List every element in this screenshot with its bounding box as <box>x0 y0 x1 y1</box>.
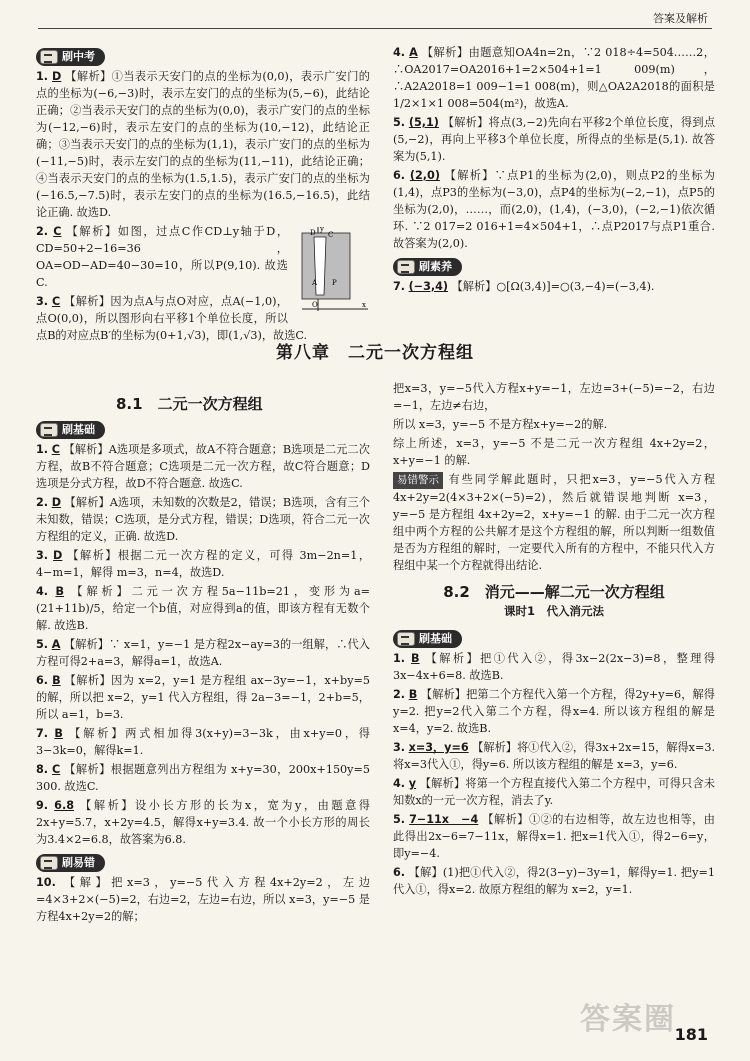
lesson-question-3: 3. x=3，y=6 【解析】将①代入②，得3x+2x=15，解得x=3. 将x=3代入①，得y=6. 所以该方程组的解是 x=3，y=6. <box>393 741 716 771</box>
tag-shuayicuo: 刷易错 <box>36 854 105 872</box>
svg-text:D: D <box>310 229 316 237</box>
question-1: 1. D 【解析】①当表示天安门的点的坐标为(0,0)，表示广安门的点的坐标为(−6,−3)时，表示左安门的点的坐标为(5,−6)，此结论正确；②当表示天安门的点的坐标为(0,0)，表示广安门的点的坐标为(−12,−6)时，表示左安门的点的坐标为(10,−12)，此结论正确；③当表示天安门的点的坐标为(1,1)，表示广安门的点的坐标为(−11,−5)时，表示左安门的点的坐标为(11,−11)，此结论正确；④当表示天安门的点的坐标为(1.5,1.5)，表示广安门的点的坐标为(−16.5,−7.5)时，表示左安门的点的坐标为(16.5,−16.5)，此结论正确. 故选D. <box>36 70 370 219</box>
basic-question-9: 9. 6.8 【解析】设小长方形的长为x，宽为y，由题意得 2x+y=5.7，x+2y=4.5，解得x+y=3.4. 故一个小长方形的周长为3.4×2=6.8，故答案为6.8. <box>36 799 370 846</box>
right-top-column <box>393 44 715 297</box>
basic-question-6: 6. B 【解析】因为 x=2，y=1 是方程组 ax−3y=−1，x+by=5 的解，所以把 x=2，y=1 代入方程组，得 2a−3=−1，2+b=5，所以 a=1，b=3. <box>36 674 371 721</box>
section-title-8-1: 8.1 二元一次方程组 <box>116 395 263 413</box>
page-number: 181 <box>674 1025 708 1044</box>
basic-question-2: 2. D 【解析】A选项，未知数的次数是2，错误；B选项，含有三个未知数，错误；C选项，是分式方程，错误；D选项，符合二元一次方程组的定义，正确. 故选D. <box>36 496 371 543</box>
svg-text:A: A <box>312 279 318 287</box>
warning-note: 易错警示 有些同学解此题时，只把x=3，y=−5代入方程4x+2y=2(4×3+2×(−5)=2)，然后就错误地判断 x=3，y=−5 是方程组 4x+2y=2，x+y=−1 的解. 由于二元一次方程组中两个方程的公共解才是这个方程组的解，所以判断一组数值是否为方程组的解时，一定要代入所有的方程中，不能只代入方程组中某一个方程就得出结论. <box>393 473 715 572</box>
basic-question-7: 7. B 【解析】两式相加得3(x+y)=3−3k，由x+y=0，得3−3k=0，解得k=1. <box>36 727 370 757</box>
lesson-question-4: 4. y 【解析】将第一个方程直接代入第二个方程中，可得只含未知数x的一元一次方程，消去了y. <box>393 777 715 807</box>
header-rule <box>38 28 712 29</box>
question-6: 6. (2,0) 【解析】∵点P1的坐标为(2,0)，则点P2的坐标为(1,4)，点P3的坐标为(−3,0)，点P4的坐标为(−2,−1)，点P5的坐标为(2,0)，……，而(2,0)，(1,4)，(−3,0)，(−2,−1)依次循环. ∵2 017=2 016+1=4×504+1，∴点P2017与点P1重合. 故答案为(2,0). <box>393 169 715 250</box>
book-icon <box>40 423 58 437</box>
basic-question-1: 1. C 【解析】A选项是多项式，故A不符合题意；B选项是二元二次方程，故B不符合题意；C选项是二元一次方程，故C符合题意；D选项是分式方程，故D不符合题意. 故选C. <box>36 443 370 490</box>
question-5: 5. (5,1) 【解析】将点(3,−2)先向右平移2个单位长度，得到点(5,−2)，再向上平移3个单位长度，所得点的坐标是(5,1). 故答案为(5,1). <box>393 116 716 163</box>
continued-text-1: 把x=3，y=−5代入方程x+y=−1，左边=3+(−5)=−2，右边=−1，左边≠右边， <box>393 382 715 412</box>
watermark-logo: 答案圈 <box>580 1002 676 1037</box>
left-top-column <box>36 44 370 346</box>
right-bottom-column <box>393 380 715 900</box>
lesson-question-1: 1. B 【解析】把①代入②，得3x−2(2x−3)=8，整理得3x−4x+6=8. 故选B. <box>393 652 715 682</box>
svg-text:P: P <box>332 279 337 287</box>
book-icon <box>40 50 58 64</box>
basic-question-3: 3. D 【解析】根据二元一次方程的定义，可得 3m−2n=1，4−m=1，解得 m=3，n=4，故选D. <box>36 549 371 579</box>
left-bottom-column <box>36 392 370 927</box>
basic-question-4: 4. B 【解析】二元一次方程5a−11b=21，变形为a=(21+11b)/5，给定一个b值，对应得到a的值，即该方程有无数个解. 故选B. <box>36 585 371 632</box>
svg-text:y: y <box>320 225 324 233</box>
tag-shuajichu-2: 刷基础 <box>393 630 462 648</box>
lesson-title: 课时1 代入消元法 <box>503 604 604 618</box>
basic-question-5: 5. A 【解析】∵ x=1，y=−1 是方程2x−ay=3的一组解，∴代入方程可得2+a=3，解得a=1，故选A. <box>36 638 370 668</box>
warning-badge: 易错警示 <box>393 472 443 489</box>
svg-text:C: C <box>328 231 334 239</box>
coordinate-figure <box>292 225 370 313</box>
question-3: 3. C 【解析】因为点A与点O对应，点A(−1,0)，点O(0,0)，所以图形向右平移1个单位长度，所以点B的对应点B′的坐标为(0+1,√3)，即(1,√3)，故选C. <box>36 295 308 342</box>
tag-shuajichu: 刷基础 <box>36 421 105 439</box>
lesson-question-5: 5. 7−11x −4 【解析】①②的右边相等，故左边也相等，由此得出2x−6=7−11x，解得x=1. 把x=1代入①，得2−6=y，即y=−4. <box>393 813 715 860</box>
book-icon <box>40 856 58 870</box>
book-icon <box>397 260 415 274</box>
chapter-title: 第八章 二元一次方程组 <box>276 343 474 363</box>
svg-text:x: x <box>362 301 366 309</box>
error-question-10: 10. 【解】把x=3，y=−5代入方程4x+2y=2，左边=4×3+2×(−5)=2，右边=2，左边=右边，所以 x=3，y=−5 是方程4x+2y=2的解； <box>36 876 371 923</box>
section-title-8-2: 8.2 消元——解二元一次方程组 <box>443 583 665 601</box>
continued-text-2: 所以 x=3，y=−5 不是方程x+y=−2的解. <box>393 418 608 431</box>
book-icon <box>397 632 415 646</box>
svg-text:O: O <box>312 301 318 309</box>
lesson-question-2: 2. B 【解析】把第二个方程代入第一个方程，得2y+y=6，解得y=2. 把y=2代入第二个方程，得x=4. 所以该方程组的解是 x=4，y=2. 故选B. <box>393 688 715 735</box>
basic-question-8: 8. C 【解析】根据题意列出方程组为 x+y=30，200x+150y=5 300. 故选C. <box>36 763 370 793</box>
header-title: 答案及解析 <box>653 12 708 25</box>
lesson-question-6: 6. 【解】(1)把①代入②，得2(3−y)−3y=1，解得y=1. 把y=1代入①，得x=2. 故原方程组的解为 x=2，y=1. <box>393 866 715 896</box>
question-2: D C A P O x y 2. C 【解析】如图，过点C作CD⊥y轴于D，CD=50+2−16=36，OA=OD−AD=40−30=10，所以P(9,10). 故选C. <box>36 223 370 291</box>
tag-shuasuyang: 刷素养 <box>393 258 462 276</box>
continued-text-3: 综上所述，x=3，y=−5 不是二元一次方程组 4x+2y=2，x+y=−1 的解. <box>393 437 715 467</box>
tag-shuazhongkao: 刷中考 <box>36 48 105 66</box>
question-4: 4. A 【解析】由题意知OA4n=2n，∵2 018÷4=504……2，∴OA2017=OA2016+1=2×504+1=1 009(m)，∴A2A2018=1 009−1=1 008(m)，则△OA2A2018的面积是1/2×1×1 008=504(m²)，故选A. <box>393 46 715 110</box>
question-7: 7. (−3,4) 【解析】○[Ω(3,4)]=○(3,−4)=(−3,4). <box>393 280 655 293</box>
